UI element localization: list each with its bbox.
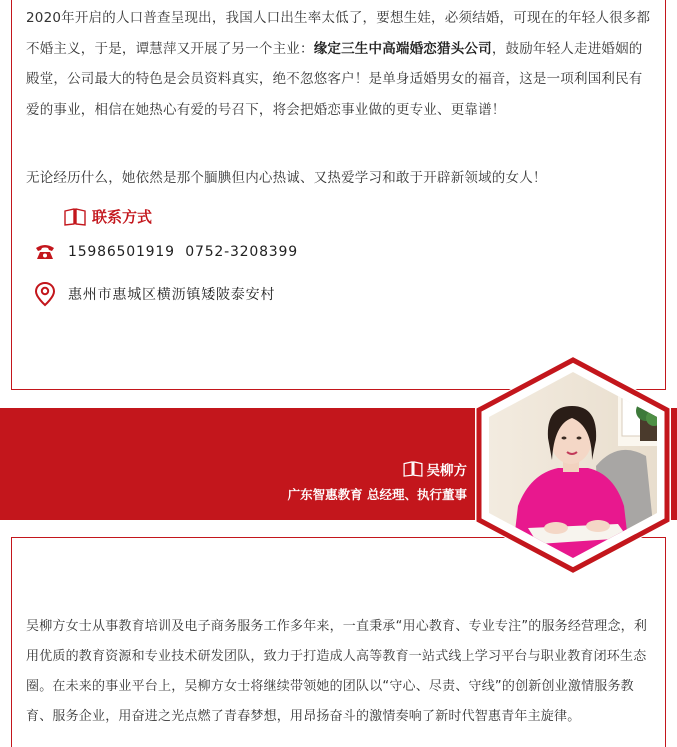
book-icon bbox=[403, 461, 423, 477]
intro-paragraph: 2020年开启的人口普查呈现出，我国人口出生率太低了，要想生娃，必须结婚，可现在的年轻人很多都不婚主义，于是，谭慧萍又开展了另一个主业：缘定三生中高端婚恋猎头公司，鼓励年轻人走进婚姻的殿堂，公司最大的特色是会员资料真实，绝不忽悠客户！是单身适婚男女的福音，这是一项利国利民有爱的事业，相信在她热心有爱的号召下，将会把婚恋事业做的更专业、更靠谱！ bbox=[26, 10, 651, 118]
company-name: 缘定三生中高端婚恋猎头公司 bbox=[313, 40, 492, 57]
closing-paragraph: 无论经历什么，她依然是那个腼腆但内心热诚、又热爱学习和敢于开辟新领域的女人！ bbox=[26, 170, 547, 186]
phone-numbers: 15986501919 0752-3208399 bbox=[68, 244, 298, 260]
address: 惠州市惠城区横沥镇矮陂泰安村 bbox=[68, 287, 276, 303]
bio-paragraph: 吴柳方女士从事教育培训及电子商务服务工作多年来，一直秉承“用心教育、专业专注”的服务经营理念，利用优质的教育资源和专业技术研发团队，致力于打造成人高等教育一站式线上学习平台与职业教育闭环生态圈。在未来的事业平台上，吴柳方女士将继续带领她的团队以“守心、尽责、守线”的创新创业激情服务教育、服务企业，用奋进之光点燃了青春梦想，用昂扬奋斗的激情奏响了新时代智惠青年主旋律。 bbox=[26, 619, 648, 724]
phone-icon bbox=[34, 243, 56, 261]
book-icon bbox=[64, 208, 86, 226]
profile-title: 广东智惠教育 总经理、执行董事 bbox=[287, 487, 467, 502]
profile-name: 吴柳方 bbox=[426, 463, 467, 479]
location-pin-icon bbox=[34, 281, 56, 307]
profile-name-row bbox=[403, 459, 468, 479]
contact-heading bbox=[64, 206, 152, 227]
contact-title: 联系方式 bbox=[92, 208, 153, 226]
phone-row bbox=[34, 243, 298, 261]
address-row bbox=[34, 281, 275, 307]
profile-photo bbox=[468, 356, 677, 574]
